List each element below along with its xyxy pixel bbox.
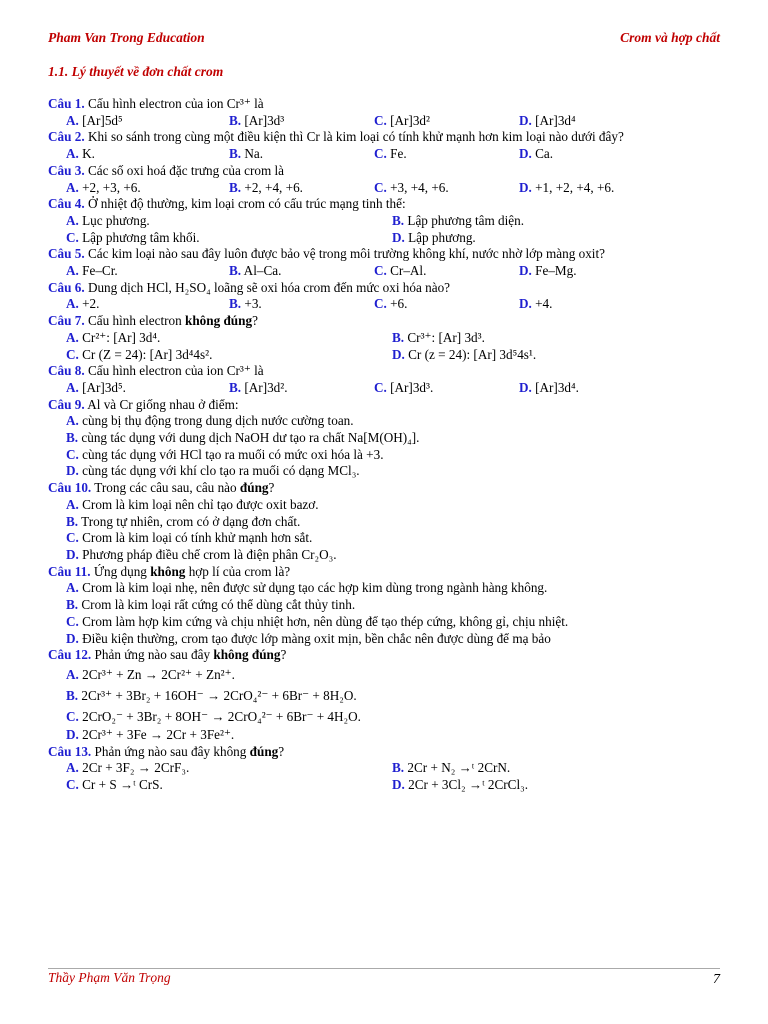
question-suffix: ? — [268, 480, 275, 496]
question-suffix: ? — [280, 647, 287, 663]
options-7-ab — [48, 330, 728, 347]
options-5 — [48, 263, 728, 280]
option-d: D. cùng tác dụng với khí clo tạo ra muối có dạng MCl₃. — [66, 463, 360, 479]
option-d: D. Phương pháp điều chế crom là điện phân Cr₂O₃. — [66, 546, 337, 562]
question-label: Câu 6. — [48, 279, 85, 295]
question-11 — [48, 564, 728, 581]
option-c: C. Crom làm hợp kim cứng và chịu nhiệt hơn, nên dùng để tạo thép cứng, không gỉ, chịu nhiệt. — [66, 613, 569, 629]
option-a: A. 2Cr³⁺ + Zn → 2Cr²⁺ + Zn²⁺. — [66, 666, 235, 682]
section-title: 1.1. Lý thuyết về đơn chất crom — [48, 64, 224, 79]
option-c: C. [Ar]3d² — [374, 112, 430, 128]
question-1 — [48, 96, 728, 113]
question-label: Câu 5. — [48, 246, 85, 262]
option-c: C. 2CrO₂⁻ + 3Br₂ + 8OH⁻ → 2CrO₄²⁻ + 6Br⁻ + 4H₂O. — [66, 708, 361, 724]
footer-author: Thầy Phạm Văn Trọng — [48, 970, 171, 985]
page-number: 7 — [713, 972, 720, 987]
option-a: A. +2, +3, +6. — [66, 179, 141, 195]
option-c: C. [Ar]3d³. — [374, 379, 434, 395]
option-a: A. Crom là kim loại nên chỉ tạo được oxit bazơ. — [66, 496, 319, 512]
option-c: C. Cr + S →ᵗ CrS. — [66, 777, 163, 793]
question-12 — [48, 647, 728, 664]
question-emphasis: đúng — [249, 743, 279, 759]
option-b: B. Al–Ca. — [229, 263, 282, 279]
question-6 — [48, 280, 728, 297]
question-suffix: ? — [278, 743, 285, 759]
option-b: B. Cr³⁺: [Ar] 3d³. — [392, 329, 485, 345]
options-4-ab — [48, 213, 728, 230]
option-d: D. Cr (z = 24): [Ar] 3d⁵4s¹. — [392, 346, 537, 362]
question-label: Câu 3. — [48, 162, 85, 178]
question-label: Câu 13. — [48, 743, 92, 759]
option-b: B. +3. — [229, 296, 262, 312]
option-d: D. Ca. — [519, 146, 554, 162]
option-b: B. Crom là kim loại rất cứng có thể dùng cắt thủy tinh. — [66, 597, 356, 613]
option-c: C. Crom là kim loại có tính khử mạnh hơn sắt. — [66, 530, 313, 546]
option-b: B. +2, +4, +6. — [229, 179, 303, 195]
option-b: B. 2Cr + N₂ →ᵗ 2CrN. — [392, 760, 511, 776]
question-13 — [48, 744, 728, 761]
option-d: D. Fe–Mg. — [519, 263, 577, 279]
option-a: A. K. — [66, 146, 95, 162]
options-7-cd — [48, 347, 728, 364]
option-a: A. Lục phương. — [66, 212, 150, 228]
option-a: A. cùng bị thụ động trong dung dịch nước cường toan. — [66, 413, 354, 429]
question-text: Dung dịch HCl, H₂SO₄ loãng sẽ oxi hóa crom đến mức oxi hóa nào? — [87, 279, 451, 295]
options-4-cd — [48, 230, 728, 247]
question-4 — [48, 196, 728, 213]
question-emphasis: đúng — [239, 480, 269, 496]
option-d: D. +1, +2, +4, +6. — [519, 179, 615, 195]
option-d: D. Lập phương. — [392, 229, 476, 245]
option-b: B. [Ar]3d². — [229, 379, 288, 395]
question-label: Câu 10. — [48, 480, 92, 496]
option-c: C. cùng tác dụng với HCl tạo ra muối có mức oxi hóa là +3. — [66, 446, 384, 462]
option-a: A. Crom là kim loại nhẹ, nên được sử dụng tạo các hợp kim dùng trong ngành hàng không. — [66, 580, 548, 596]
question-text: Ứng dụng — [93, 563, 147, 579]
option-c: C. +6. — [374, 296, 408, 312]
option-a: A. [Ar]3d⁵. — [66, 379, 126, 395]
options-2 — [48, 146, 728, 163]
question-emphasis: không đúng — [184, 313, 253, 329]
question-text: Các số oxi hoá đặc trưng của crom là — [87, 162, 285, 178]
question-text: Khi so sánh trong cùng một điều kiện thì Cr là kim loại có tính khử mạnh hơn kim loại nào dưới đây? — [87, 129, 624, 145]
question-9 — [48, 397, 728, 414]
question-suffix: ? — [252, 313, 258, 329]
option-d: D. [Ar]3d⁴. — [519, 379, 579, 395]
question-10 — [48, 480, 728, 497]
question-text: Các kim loại nào sau đây luôn được bảo vệ trong môi trường không khí, nước nhờ lớp màng oxit? — [87, 246, 605, 262]
question-label: Câu 7. — [48, 313, 85, 329]
question-emphasis: không — [150, 563, 186, 579]
question-label: Câu 1. — [48, 96, 85, 111]
option-b: B. [Ar]3d³ — [229, 112, 285, 128]
question-text: Cấu hình electron — [87, 313, 182, 329]
option-a: A. [Ar]5d⁵ — [66, 112, 123, 128]
header-right: Crom và hợp chất — [620, 30, 720, 45]
option-b: B. Na. — [229, 146, 264, 162]
option-b: B. Lập phương tâm diện. — [392, 212, 525, 228]
question-label: Câu 2. — [48, 129, 85, 145]
question-text: Trong các câu sau, câu nào — [91, 480, 237, 496]
question-label: Câu 8. — [48, 363, 85, 379]
question-text: Cấu hình electron của ion Cr³⁺ là — [87, 96, 264, 111]
option-d: D. +4. — [519, 296, 553, 312]
header-left: Pham Van Trong Education — [48, 30, 205, 45]
option-c: C. +3, +4, +6. — [374, 179, 449, 195]
option-c: C. Cr (Z = 24): [Ar] 3d⁴4s². — [66, 346, 213, 362]
option-d: D. 2Cr³⁺ + 3Fe → 2Cr + 3Fe²⁺. — [66, 726, 235, 742]
option-d: D. 2Cr + 3Cl₂ →ᵗ 2CrCl₃. — [392, 777, 529, 793]
question-text: Phản ứng nào sau đây không — [91, 743, 247, 759]
options-6 — [48, 296, 728, 313]
option-b: B. 2Cr³⁺ + 3Br₂ + 16OH⁻ → 2CrO₄²⁻ + 6Br⁻ + 8H₂O. — [66, 687, 357, 703]
option-c: C. Cr–Al. — [374, 263, 427, 279]
question-7 — [48, 313, 728, 330]
question-label: Câu 11. — [48, 563, 91, 579]
options-13-cd — [48, 777, 728, 794]
question-8 — [48, 363, 728, 380]
option-c: C. Fe. — [374, 146, 407, 162]
question-list — [48, 96, 728, 794]
option-a: A. 2Cr + 3F₂ → 2CrF₃. — [66, 760, 190, 776]
option-d: D. [Ar]3d⁴ — [519, 112, 576, 128]
option-b: B. cùng tác dụng với dung dịch NaOH dư tạo ra chất Na[M(OH)₄]. — [66, 430, 420, 446]
option-b: B. Trong tự nhiên, crom có ở dạng đơn chất. — [66, 513, 301, 529]
options-13-ab — [48, 760, 728, 777]
question-label: Câu 9. — [48, 396, 85, 412]
option-c: C. Lập phương tâm khối. — [66, 229, 200, 245]
options-3 — [48, 180, 728, 197]
question-suffix: hợp lí của crom là? — [188, 563, 291, 579]
question-text: Ở nhiệt độ thường, kim loại crom có cấu trúc mạng tinh thể: — [87, 196, 406, 212]
footer-divider — [48, 968, 720, 969]
option-a: A. Cr²⁺: [Ar] 3d⁴. — [66, 329, 161, 345]
option-d: D. Điều kiện thường, crom tạo được lớp màng oxit mịn, bền chắc nên được dùng để mạ bảo — [66, 630, 551, 646]
question-3 — [48, 163, 728, 180]
question-text: Cấu hình electron của ion Cr³⁺ là — [87, 363, 264, 379]
question-label: Câu 4. — [48, 196, 85, 212]
question-text: Al và Cr giống nhau ở điểm: — [87, 396, 239, 412]
options-1 — [48, 113, 728, 130]
question-2 — [48, 129, 728, 146]
option-a: A. Fe–Cr. — [66, 263, 118, 279]
question-emphasis: không đúng — [213, 647, 281, 663]
question-5 — [48, 246, 728, 263]
question-text: Phản ứng nào sau đây — [94, 647, 211, 663]
options-8 — [48, 380, 728, 397]
question-label: Câu 12. — [48, 647, 92, 663]
option-a: A. +2. — [66, 296, 100, 312]
